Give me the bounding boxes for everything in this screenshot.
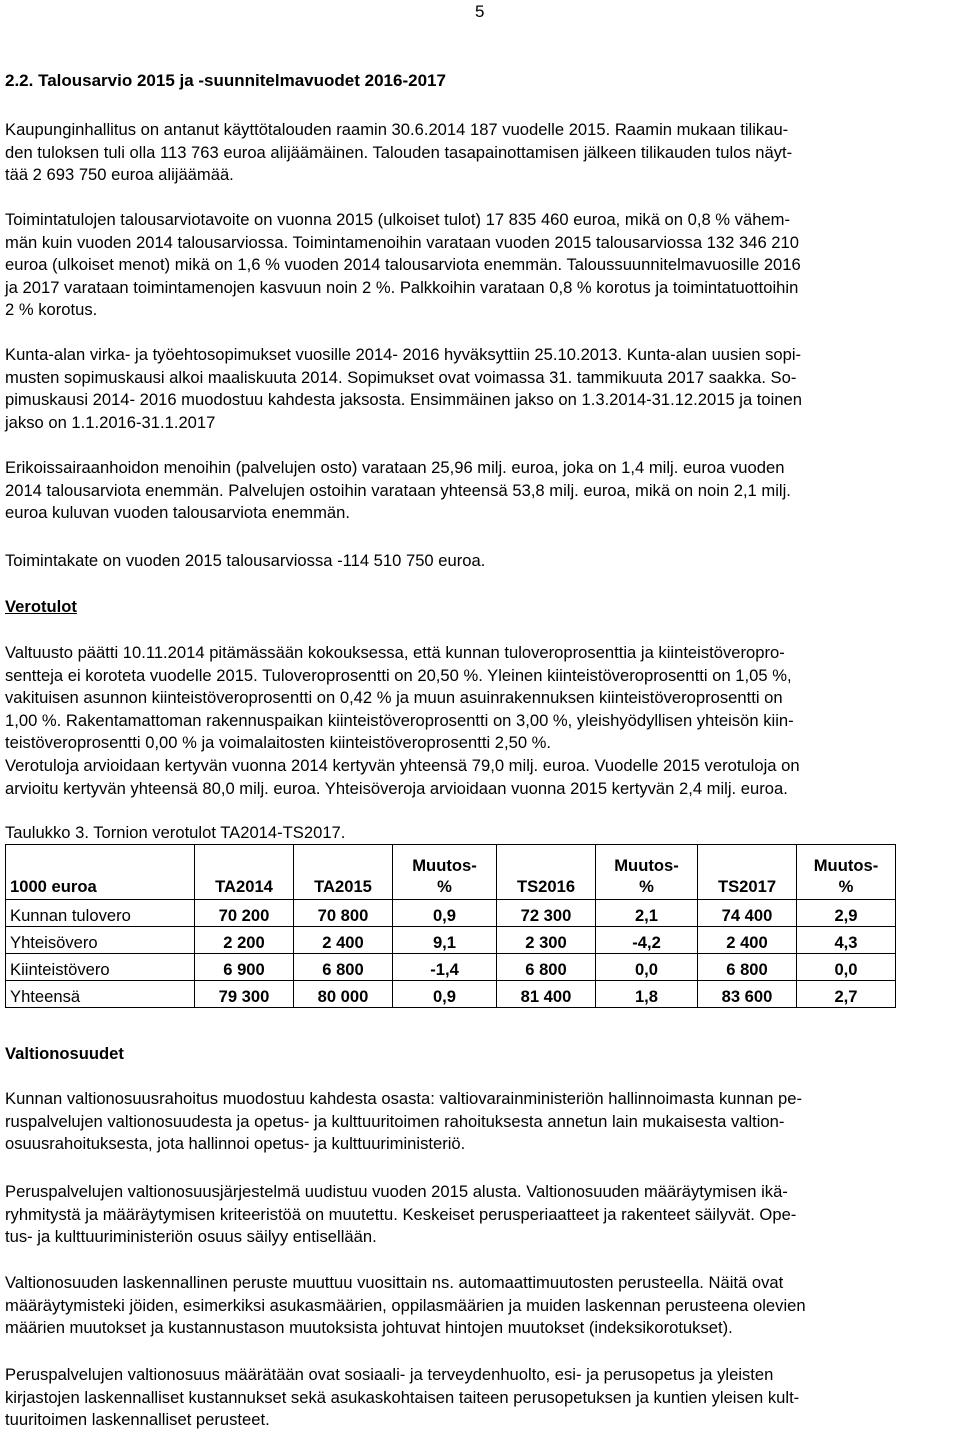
table-cell: 6 800 [294, 954, 393, 981]
text-line: Kaupunginhallitus on antanut käyttötalouden raamin 30.6.2014 187 vuodelle 2015. Raamin mukaan tilikau- [5, 120, 789, 139]
table-cell: 2 400 [294, 927, 393, 954]
table-cell: 72 300 [497, 900, 596, 927]
text-line: Valtionosuuden laskennallinen peruste muuttuu vuosittain ns. automaattimuutosten perusteella. Näitä ovat [5, 1273, 784, 1292]
text-line: sentteja ei koroteta vuodelle 2015. Tuloveroprosentti on 20,50 %. Yleinen kiinteistöveroprosentti on 1,05 %, [5, 665, 792, 685]
text-line: män kuin vuoden 2014 talousarviossa. Toimintamenoihin varataan vuoden 2015 talousarviossa 132 346 210 [5, 232, 799, 252]
text-line: Kunta-alan virka- ja työehtosopimukset vuosille 2014- 2016 hyväksyttiin 25.10.2013. Kunta-alan uusien sopi- [5, 345, 802, 364]
text-line: Peruspalvelujen valtionosuusjärjestelmä uudistuu vuoden 2015 alusta. Valtionosuuden määräytymisen ikä- [5, 1182, 788, 1201]
table-cell: 79 300 [195, 981, 294, 1008]
table-cell: 0,0 [797, 954, 896, 981]
text-line: pimuskausi 2014- 2016 muodostuu kahdesta jaksosta. Ensimmäinen jakso on 1.3.2014-31.12.2015 ja toinen [5, 390, 803, 410]
table-cell: 6 800 [698, 954, 797, 981]
text-line: osuusrahoituksesta, jota hallinnoi opetus- ja kulttuuriministeriö. [5, 1134, 466, 1154]
text-line: euroa kuluvan vuoden talousarviota enemmän. [5, 503, 351, 523]
table-cell: 2 300 [497, 927, 596, 954]
header-cell: Muutos- % [393, 845, 497, 900]
header-cell: Muutos- % [797, 845, 896, 900]
table-row [6, 981, 896, 1008]
header-cell: Muutos- % [596, 845, 698, 900]
intro-paragraph [5, 119, 950, 187]
text-line: 1,00 %. Rakentamattoman rakennuspaikan kiinteistöveroprosentti on 3,00 %, yleishyödyllisen yhteisön kiin- [5, 710, 794, 730]
header-cell: TA2015 [294, 845, 393, 900]
text-line: ja 2017 varataan toimintamenojen kasvuun noin 2 %. Palkkoihin varataan 0,8 % korotus ja toimintatuottoihin [5, 277, 799, 297]
text-line: ryhmitystä ja määräytymisen kriteeristöä on muutettu. Keskeiset perusperiaatteet ja rakenteet säilyvät. Ope- [5, 1204, 797, 1224]
table-cell: 2 400 [698, 927, 797, 954]
table-cell: 74 400 [698, 900, 797, 927]
section-title: 2.2. Talousarvio 2015 ja -suunnitelmavuodet 2016-2017 [5, 71, 446, 90]
text-line: kirjastojen laskennalliset kustannukset sekä asukaskohtaisen taiteen perusopetuksen ja kuntien yleisen kult- [5, 1387, 800, 1407]
text-line: ruspalvelujen valtionosuudesta ja opetus- ja kulttuuritoimen rahoituksesta annetun lain mukaisesta valtion- [5, 1111, 785, 1131]
tax-revenue-table [5, 844, 896, 1008]
table-cell: 2,9 [797, 900, 896, 927]
page-number: 5 [475, 2, 485, 21]
table-cell: 2 200 [195, 927, 294, 954]
text-line: Toimintatulojen talousarviotavoite on vuonna 2015 (ulkoiset tulot) 17 835 460 euroa, mikä on 0,8 % vähem- [5, 210, 790, 229]
state-aid-paragraph-1 [5, 1088, 950, 1156]
table-cell: 83 600 [698, 981, 797, 1008]
row-label-cell: Yhteisövero [6, 927, 195, 954]
table-cell: 81 400 [497, 981, 596, 1008]
table-cell: 6 900 [195, 954, 294, 981]
tax-heading: Verotulot [5, 597, 77, 616]
text-line: 2014 talousarviota enemmän. Palvelujen ostoihin varataan yhteensä 53,8 milj. euroa, mikä on noin 2,1 milj. [5, 480, 791, 500]
text-line: Verotuloja arvioidaan kertyvän vuonna 2014 kertyvän yhteensä 79,0 milj. euroa. Vuodelle 2015 verotuloja on [5, 755, 800, 775]
text-line: musten sopimuskausi alkoi maaliskuuta 2014. Sopimukset ovat voimassa 31. tammikuuta 2017 saakka. So- [5, 367, 797, 387]
table-cell: 0,0 [596, 954, 698, 981]
table-header-row [6, 845, 896, 900]
text-line: tus- ja kulttuuriministeriön osuus säilyy entisellään. [5, 1227, 377, 1247]
text-line: Peruspalvelujen valtionosuus määrätään ovat sosiaali- ja terveydenhuolto, esi- ja perusopetus ja yleisten [5, 1365, 774, 1384]
table-cell: 70 200 [195, 900, 294, 927]
text-line: vakituisen asunnon kiinteistöveroprosentti on 0,42 % ja muun asuinrakennuksen kiinteistöveroprosentti on [5, 688, 783, 708]
agreement-paragraph [5, 344, 950, 434]
text-line: arvioitu kertyvän yhteensä 80,0 milj. euroa. Yhteisöveroja arvioidaan vuonna 2015 kertyvän 2,4 milj. euroa. [5, 778, 788, 798]
text-line: määräytymisteki jöiden, esimerkiksi asukasmäärien, oppilasmäärien ja muiden laskennan perusteena olevien [5, 1295, 806, 1315]
header-cell: TS2016 [497, 845, 596, 900]
table-cell: -1,4 [393, 954, 497, 981]
table-cell: 0,9 [393, 981, 497, 1008]
table-cell: 4,3 [797, 927, 896, 954]
state-aid-paragraph-4 [5, 1364, 950, 1432]
table-row [6, 954, 896, 981]
row-label-cell: Yhteensä [6, 981, 195, 1008]
text-line: määrien muutokset ja kustannustason muutoksista johtuvat hintojen muutokset (indeksikorotukset). [5, 1318, 733, 1338]
table-cell: 2,1 [596, 900, 698, 927]
table-cell: -4,2 [596, 927, 698, 954]
state-aid-paragraph-2 [5, 1181, 950, 1249]
text-line: Kunnan valtionosuusrahoitus muodostuu kahdesta osasta: valtiovarainministeriön hallinnoimasta kunnan pe- [5, 1089, 802, 1108]
table-cell: 1,8 [596, 981, 698, 1008]
row-label-cell: Kiinteistövero [6, 954, 195, 981]
state-aid-paragraph-3 [5, 1272, 950, 1340]
header-cell: TA2014 [195, 845, 294, 900]
table-cell: 70 800 [294, 900, 393, 927]
tax-paragraph [5, 642, 950, 800]
state-aid-heading: Valtionosuudet [5, 1044, 124, 1063]
operating-margin-line: Toimintakate on vuoden 2015 talousarviossa -114 510 750 euroa. [5, 551, 486, 570]
text-line: teistöveroprosentti 0,00 % ja voimalaitosten kiinteistöveroprosentti 2,50 %. [5, 733, 552, 753]
text-line: 2 % korotus. [5, 300, 98, 320]
table-caption: Taulukko 3. Tornion verotulot TA2014-TS2017. [5, 823, 346, 842]
header-cell: 1000 euroa [6, 845, 195, 900]
table-cell: 9,1 [393, 927, 497, 954]
text-line: Valtuusto päätti 10.11.2014 pitämässään kokouksessa, että kunnan tuloveroprosenttia ja kiinteistöveropro- [5, 643, 785, 662]
text-line: Erikoissairaanhoidon menoihin (palvelujen osto) varataan 25,96 milj. euroa, joka on 1,4 milj. euroa vuoden [5, 458, 785, 477]
table-row [6, 900, 896, 927]
text-line: jakso on 1.1.2016-31.1.2017 [5, 412, 216, 432]
text-line: euroa (ulkoiset menot) mikä on 1,6 % vuoden 2014 talousarviota enemmän. Taloussuunnitelmavuosille 2016 [5, 255, 801, 275]
header-cell: TS2017 [698, 845, 797, 900]
text-line: den tuloksen tuli olla 113 763 euroa alijäämäinen. Talouden tasapainottamisen jälkeen tilikauden tulos näyt- [5, 142, 793, 162]
healthcare-paragraph [5, 457, 950, 525]
text-line: tää 2 693 750 euroa alijäämää. [5, 165, 234, 185]
table-cell: 0,9 [393, 900, 497, 927]
text-line: tuuritoimen laskennalliset perusteet. [5, 1410, 270, 1430]
table-row [6, 927, 896, 954]
operating-paragraph [5, 209, 950, 322]
row-label-cell: Kunnan tulovero [6, 900, 195, 927]
table-cell: 2,7 [797, 981, 896, 1008]
table-cell: 6 800 [497, 954, 596, 981]
table-cell: 80 000 [294, 981, 393, 1008]
